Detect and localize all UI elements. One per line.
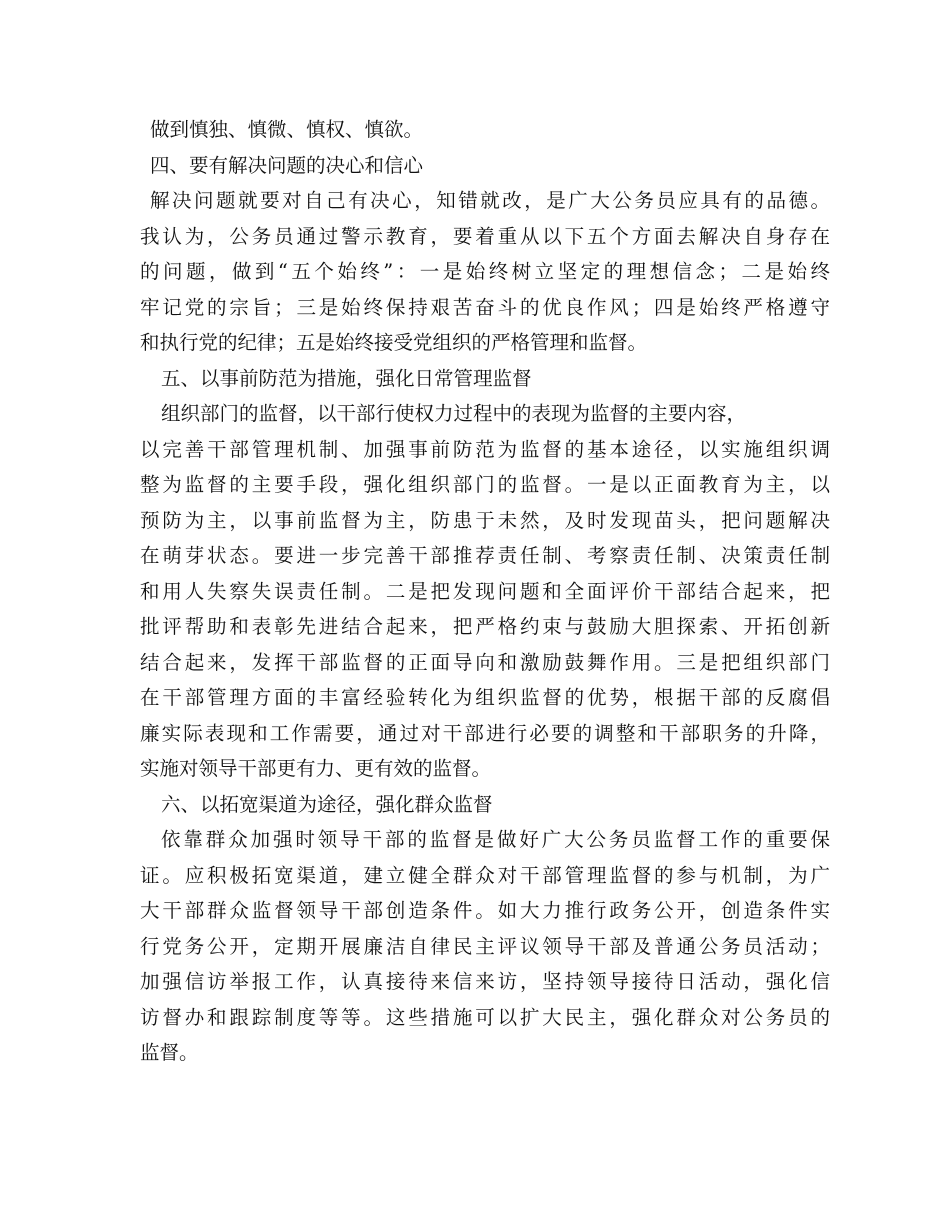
document-body — [140, 112, 830, 1071]
section-heading: 五、以事前防范为措施，强化日常管理监督 — [161, 366, 532, 390]
text-line: 依靠群众加强时领导干部的监督是做好广大公务员监督工作的重要保 — [161, 828, 830, 851]
text-line: 证。应积极拓宽渠道，建立健全群众对干部管理监督的参与机制，为广 — [140, 863, 830, 887]
text-line: 预防为主，以事前监督为主，防患于未然，及时发现苗头，把问题解决 — [140, 508, 830, 532]
text-line: 行党务公开，定期开展廉洁自律民主评议领导干部及普通公务员活动； — [140, 934, 830, 958]
text-line: 监督。 — [140, 1041, 199, 1064]
text-line: 大干部群众监督领导干部创造条件。如大力推行政务公开，创造条件实 — [140, 899, 830, 922]
section-heading: 六、以拓宽渠道为途径，强化群众监督 — [161, 792, 493, 816]
text-line: 和用人失察失误责任制。二是把发现问题和全面评价干部结合起来，把 — [140, 579, 830, 603]
text-line: 在萌芽状态。要进一步完善干部推荐责任制、考察责任制、决策责任制 — [140, 544, 830, 567]
text-line: 批评帮助和表彰先进结合起来，把严格约束与鼓励大胆探索、开拓创新 — [140, 615, 830, 638]
text-line: 访督办和跟踪制度等等。这些措施可以扩大民主，强化群众对公务员的 — [140, 1005, 830, 1029]
text-line: 以完善干部管理机制、加强事前防范为监督的基本途径，以实施组织调 — [140, 437, 830, 461]
text-line: 做到慎独、慎微、慎权、慎欲。 — [150, 118, 424, 141]
text-line: 廉实际表现和工作需要，通过对干部进行必要的调整和干部职务的升降， — [140, 721, 830, 745]
text-line: 的问题，做到“五个始终”：一是始终树立坚定的理想信念；二是始终 — [140, 260, 830, 283]
text-line: 加强信访举报工作，认真接待来信来访，坚持领导接待日活动，强化信 — [140, 970, 830, 993]
text-line: 和执行党的纪律；五是始终接受党组织的严格管理和监督。 — [140, 331, 648, 354]
section-heading: 四、要有解决问题的决心和信心 — [150, 153, 424, 177]
text-line: 组织部门的监督，以干部行使权力过程中的表现为监督的主要内容， — [161, 402, 747, 425]
text-line: 结合起来，发挥干部监督的正面导向和激励鼓舞作用。三是把组织部门 — [140, 650, 830, 674]
text-line: 实施对领导干部更有力、更有效的监督。 — [140, 757, 492, 780]
text-line: 解决问题就要对自己有决心，知错就改，是广大公务员应具有的品德。 — [150, 189, 830, 212]
text-line: 在干部管理方面的丰富经验转化为组织监督的优势，根据干部的反腐倡 — [140, 686, 830, 709]
text-line: 牢记党的宗旨；三是始终保持艰苦奋斗的优良作风；四是始终严格遵守 — [140, 295, 830, 319]
text-line: 我认为，公务员通过警示教育，要着重从以下五个方面去解决自身存在 — [140, 224, 830, 248]
text-line: 整为监督的主要手段，强化组织部门的监督。一是以正面教育为主，以 — [140, 473, 830, 496]
